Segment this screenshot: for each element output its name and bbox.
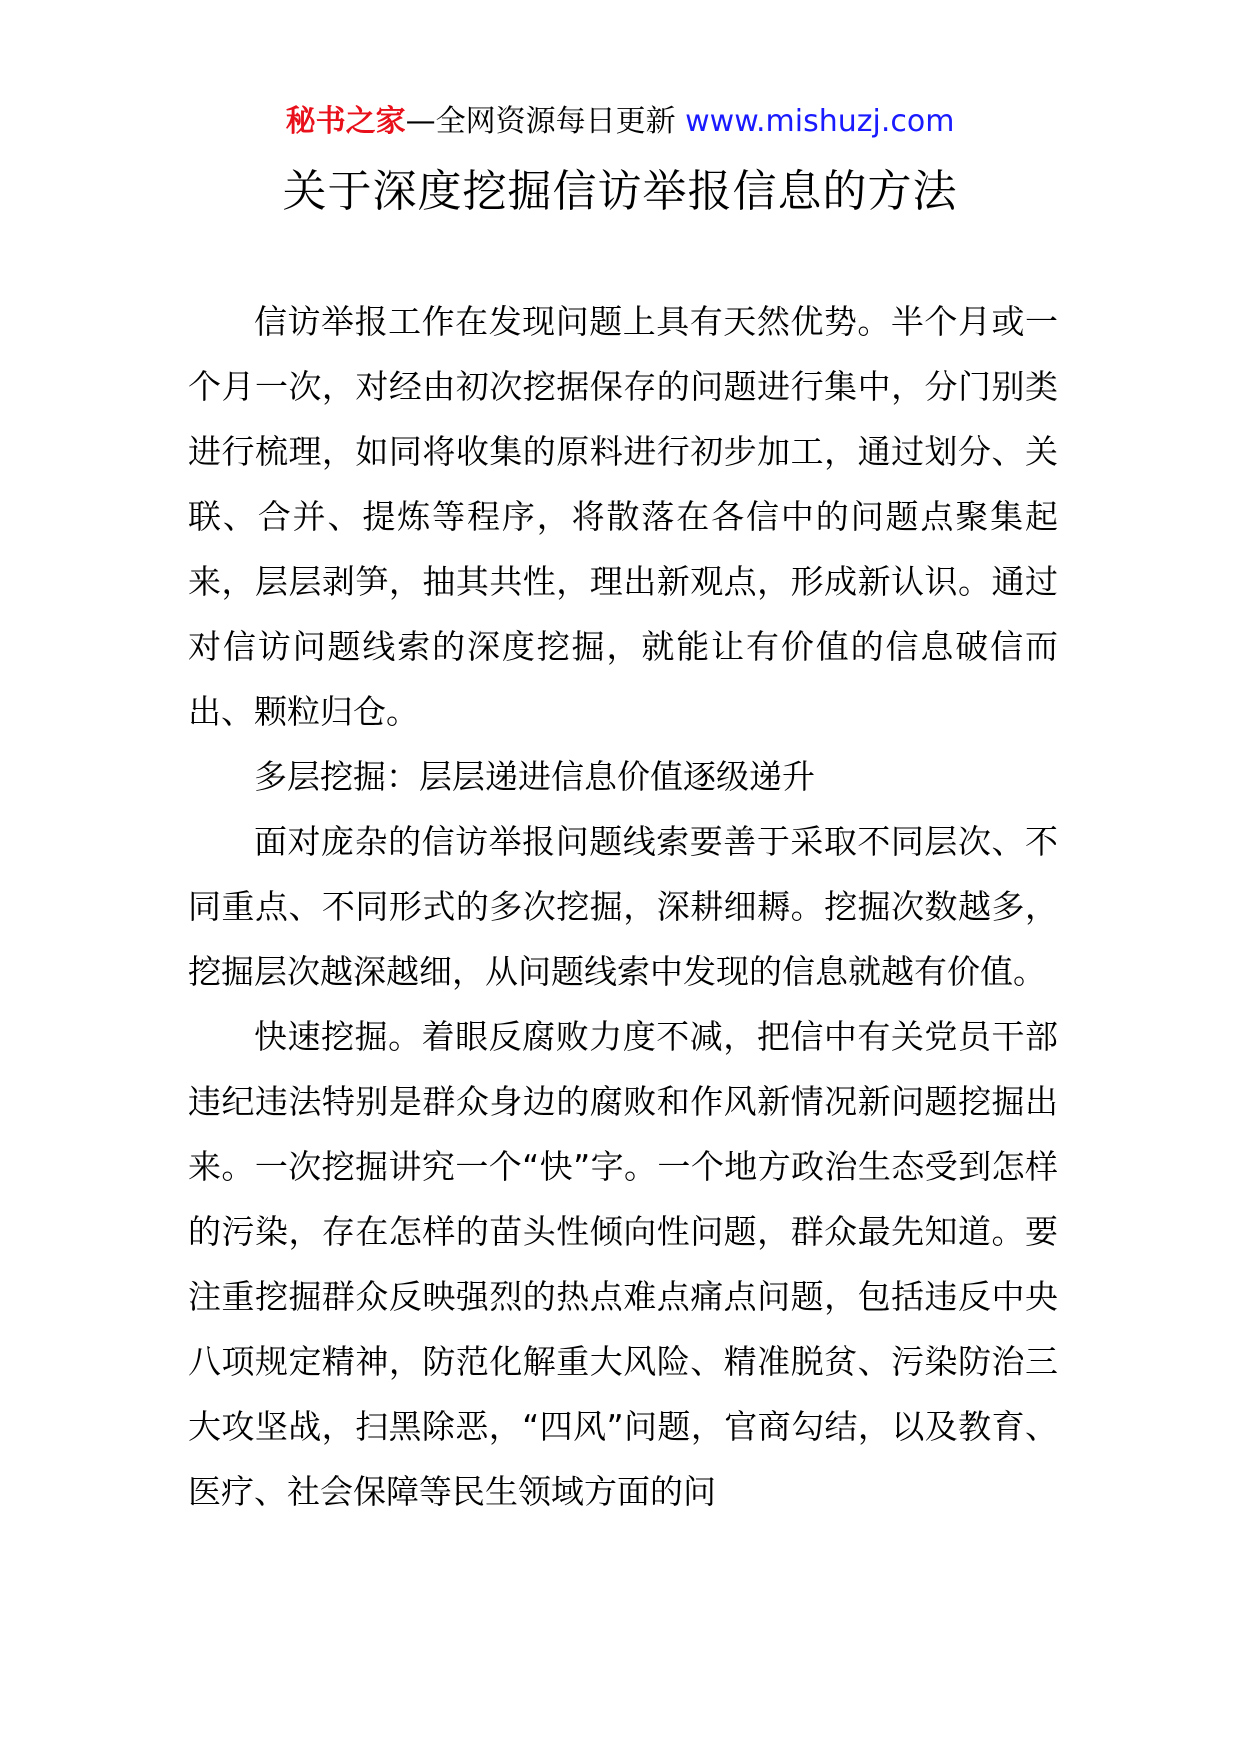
site-tagline: —全网资源每日更新 [405,104,676,139]
section-heading: 多层挖掘：层层递进信息价值逐级递升 [254,757,815,796]
site-header [0,100,1240,144]
paragraph-multilayer: 面对庞杂的信访举报问题线索要善于采取不同层次、不同重点、不同形式的多次挖掘，深耕细耨。挖掘次数越多，挖掘层次越深越细，从问题线索中发现的信息就越有价值。 [188,822,1058,991]
document-title: 关于深度挖掘信访举报信息的方法 [282,166,958,217]
site-url[interactable]: www.mishuzj.com [685,104,955,139]
paragraph-intro: 信访举报工作在发现问题上具有天然优势。半个月或一个月一次，对经由初次挖据保存的问题进行集中，分门别类进行梳理，如同将收集的原料进行初步加工，通过划分、关联、合并、提炼等程序，将散落在各信中的问题点聚集起来，层层剥笋，抽其共性，理出新观点，形成新认识。通过对信访问题线索的深度挖掘，就能让有价值的信息破信而出、颗粒归仓。 [188,302,1058,731]
site-brand: 秘书之家 [285,104,406,139]
document-body [188,289,1058,1524]
paragraph-fast-mining: 快速挖掘。着眼反腐败力度不减，把信中有关党员干部违纪违法特别是群众身边的腐败和作风新情况新问题挖掘出来。一次挖掘讲究一个“快”字。一个地方政治生态受到怎样的污染，存在怎样的苗头性倾向性问题，群众最先知道。要注重挖掘群众反映强烈的热点难点痛点问题，包括违反中央八项规定精神，防范化解重大风险、精准脱贫、污染防治三大攻坚战，扫黑除恶，“四风”问题，官商勾结，以及教育、医疗、社会保障等民生领域方面的问 [188,1017,1058,1511]
